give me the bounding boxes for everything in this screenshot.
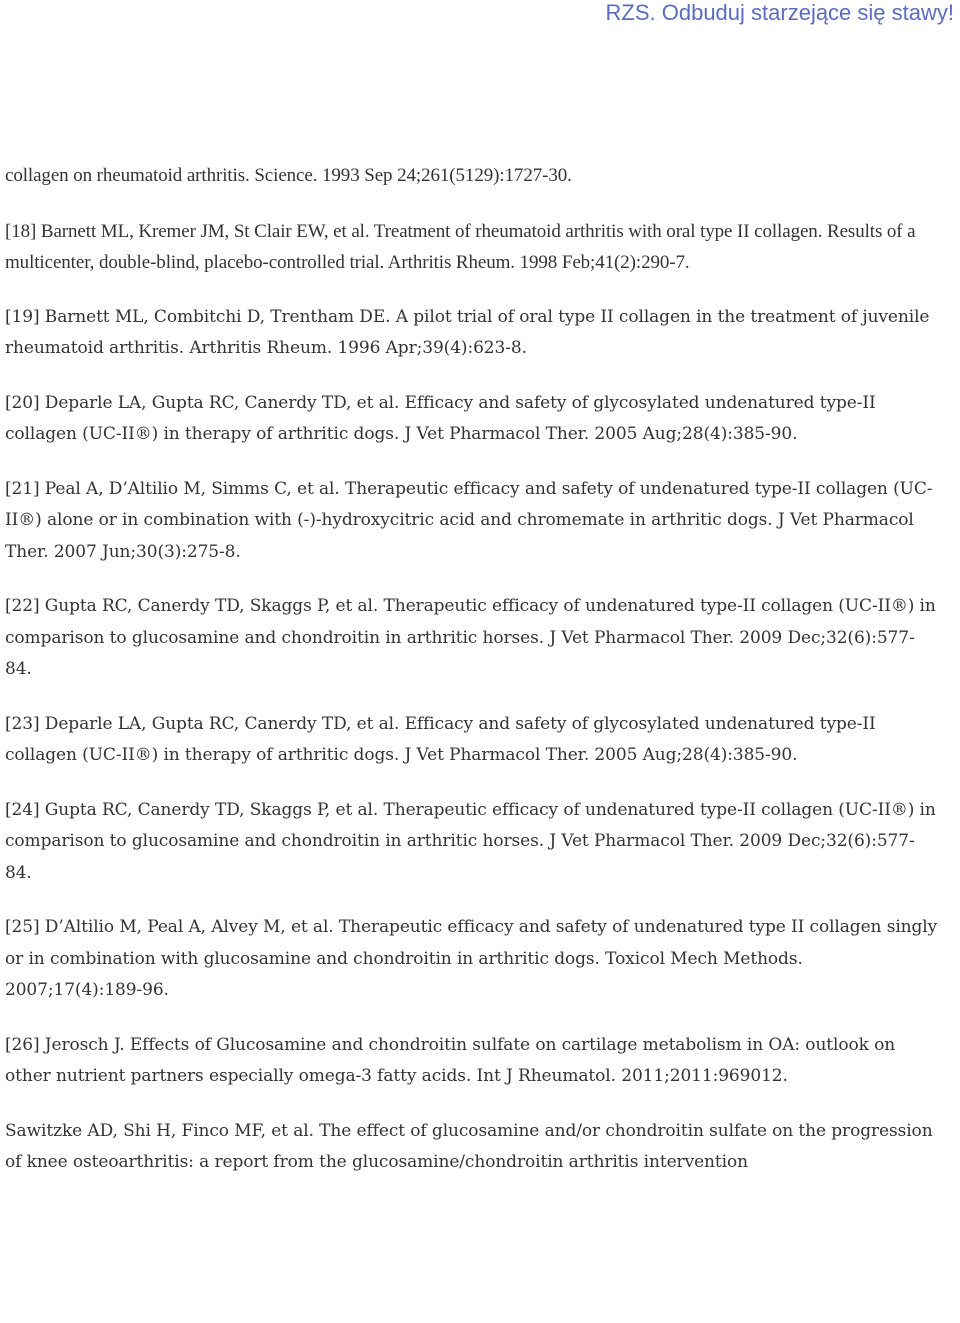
reference-details: Efficacy and safety of glycosylated undenatured type-II collagen (UC-II®) in therapy of arthritic dogs. J Vet Pharmacol Ther. 2005 Aug;28(4):385-90. xyxy=(5,713,876,765)
reference-item xyxy=(5,302,940,365)
reference-item xyxy=(5,591,940,686)
reference-details: Efficacy and safety of glycosylated undenatured type-II collagen (UC-II®) in therapy of arthritic dogs. J Vet Pharmacol Ther. 2005 Aug;28(4):385-90. xyxy=(5,392,876,444)
reference-item xyxy=(5,388,940,451)
reference-authors: [21] Peal A, D’Altilio M, Simms C, et al. xyxy=(5,478,340,499)
reference-item xyxy=(5,795,940,890)
reference-item xyxy=(5,709,940,772)
reference-item xyxy=(5,1030,940,1093)
reference-list xyxy=(5,160,940,1202)
reference-details: collagen on rheumatoid arthritis. Science. 1993 Sep 24;261(5129):1727-30. xyxy=(5,165,572,186)
reference-item xyxy=(5,216,940,279)
reference-item xyxy=(5,912,940,1007)
reference-item xyxy=(5,1116,940,1179)
reference-authors: [23] Deparle LA, Gupta RC, Canerdy TD, et al. xyxy=(5,713,400,734)
reference-details: Therapeutic efficacy of undenatured type-II collagen (UC-II®) in comparison to glucosamine and chondroitin in arthritic horses. J Vet Pharmacol Ther. 2009 Dec;32(6):577-84. xyxy=(5,799,936,883)
reference-details: A pilot trial of oral type II collagen in the treatment of juvenile rheumatoid arthritis. Arthritis Rheum. 1996 Apr;39(4):623-8. xyxy=(5,306,930,358)
reference-authors: [18] Barnett ML, Kremer JM, St Clair EW, et al. xyxy=(5,220,370,242)
reference-item xyxy=(5,474,940,569)
reference-details: Therapeutic efficacy of undenatured type-II collagen (UC-II®) in comparison to glucosamine and chondroitin in arthritic horses. J Vet Pharmacol Ther. 2009 Dec;32(6):577-84. xyxy=(5,596,936,679)
reference-authors: Sawitzke AD, Shi H, Finco MF, et al. xyxy=(5,1120,314,1141)
reference-authors: [25] D’Altilio M, Peal A, Alvey M, et al. xyxy=(5,917,334,937)
reference-details: Therapeutic efficacy and safety of undenatured type-II collagen (UC-II®) alone or in combination with (-)-hydroxycitric acid and chromemate in arthritic dogs. J Vet Pharmacol Ther. 2007 Jun;30(3):275-8. xyxy=(5,478,933,562)
reference-authors: [26] Jerosch J. xyxy=(5,1034,125,1055)
reference-authors: [19] Barnett ML, Combitchi D, Trentham DE. xyxy=(5,306,391,327)
reference-authors: [24] Gupta RC, Canerdy TD, Skaggs P, et al. xyxy=(5,799,379,820)
reference-authors: [20] Deparle LA, Gupta RC, Canerdy TD, et al. xyxy=(5,392,400,413)
reference-authors: [22] Gupta RC, Canerdy TD, Skaggs P, et al. xyxy=(5,596,379,616)
reference-details: Effects of Glucosamine and chondroitin sulfate on cartilage metabolism in OA: outlook on other nutrient partners especially omega-3 fatty acids. Int J Rheumatol. 2011;2011:969012. xyxy=(5,1034,896,1086)
reference-item xyxy=(5,160,940,193)
page-header-title: RZS. Odbuduj starzejące się stawy! xyxy=(605,0,954,25)
reference-details: The effect of glucosamine and/or chondroitin sulfate on the progression of knee osteoarthritis: a report from the glucosamine/chondroitin arthritis intervention xyxy=(5,1120,933,1172)
reference-details: Treatment of rheumatoid arthritis with oral type II collagen. Results of a multicenter, double-blind, placebo-controlled trial. Arthritis Rheum. 1998 Feb;41(2):290-7. xyxy=(5,220,916,273)
reference-details: Therapeutic efficacy and safety of undenatured type II collagen singly or in combination with glucosamine and chondroitin in arthritic dogs. Toxicol Mech Methods. 2007;17(4):189-96. xyxy=(5,917,938,1000)
